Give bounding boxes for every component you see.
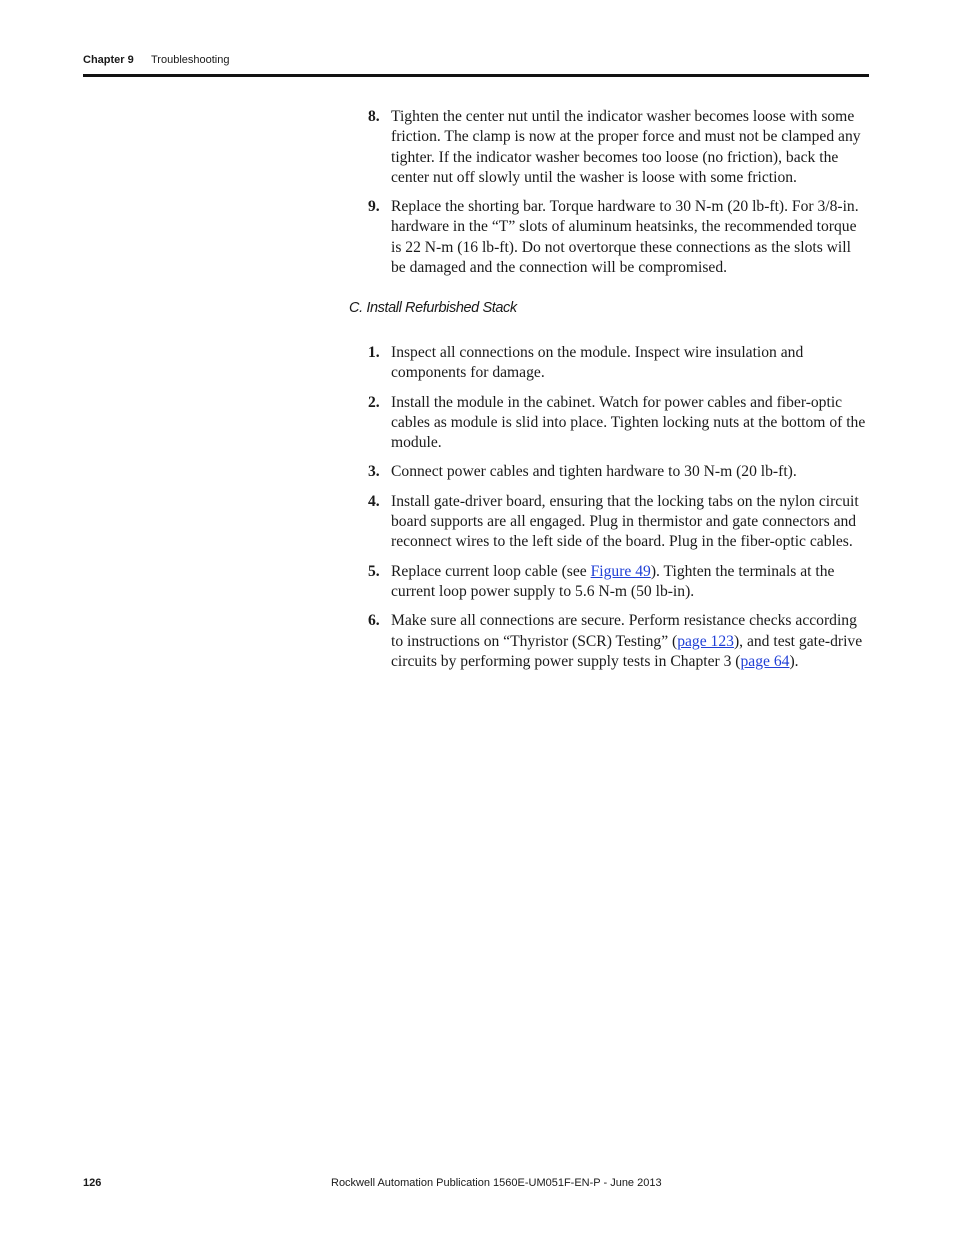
steps-list-install	[349, 343, 869, 681]
step-number: 9.	[368, 198, 380, 216]
running-header	[83, 53, 868, 73]
step-number: 2.	[368, 393, 380, 411]
list-item	[349, 492, 869, 553]
publication-footer: Rockwell Automation Publication 1560E-UM051F-EN-P - June 2013	[331, 1177, 662, 1189]
page-64-link[interactable]: page 64	[740, 652, 790, 670]
chapter-label: Chapter 9	[83, 54, 134, 66]
page-number: 126	[83, 1177, 102, 1189]
section-subheading: C. Install Refurbished Stack	[349, 300, 517, 316]
step-text-before-link: Replace current loop cable (see	[391, 562, 591, 580]
step-text: Install the module in the cabinet. Watch for power cables and fiber-optic cables as module is slid into place. Tighten locking nuts at the bottom of the module.	[391, 393, 866, 452]
step-text: Inspect all connections on the module. Inspect wire insulation and components for damage.	[391, 344, 804, 382]
step-text: Connect power cables and tighten hardware to 30 N-m (20 lb-ft).	[391, 463, 797, 481]
step-number: 4.	[368, 492, 380, 510]
step-number: 3.	[368, 463, 380, 481]
steps-list-continued	[349, 107, 869, 287]
header-rule	[83, 74, 869, 77]
step-text-between-links: ), and test gate-drive circuits by performing power supply tests in Chapter 3 (	[391, 632, 863, 670]
list-item	[349, 197, 869, 278]
step-text-before-link: Make sure all connections are secure. Perform resistance checks according to instructions on “Thyristor (SCR) Testing” (	[391, 612, 857, 650]
list-item	[349, 611, 869, 672]
step-number: 1.	[368, 344, 380, 361]
list-item	[349, 107, 869, 188]
step-number: 8.	[368, 108, 380, 125]
list-item	[349, 343, 869, 384]
step-text: Replace the shorting bar. Torque hardware to 30 N-m (20 lb-ft). For 3/8-in. hardware in the “T” slots of aluminum heatsinks, the recommended torque is 22 N-m (16 lb-ft). Do not overtorque these connections as the slots will be damaged and the connection will be compromised.	[391, 198, 859, 277]
step-number: 6.	[368, 612, 380, 630]
step-text-after-link: ).	[789, 652, 799, 670]
step-text: Tighten the center nut until the indicator washer becomes loose with some friction. The clamp is now at the proper force and must not be clamped any tighter. If the indicator washer becomes too loose (no friction), back the center nut off slowly until the washer is loose with some friction.	[391, 108, 861, 186]
step-text-after-link: ). Tighten the terminals at the current loop power supply to 5.6 N-m (50 lb-in).	[391, 562, 835, 600]
step-text: Install gate-driver board, ensuring that the locking tabs on the nylon circuit board supports are all engaged. Plug in thermistor and gate connectors and reconnect wires to the left side of the board. Plug in the fiber-optic cables.	[391, 492, 859, 551]
list-item	[349, 462, 869, 482]
figure-49-link[interactable]: Figure 49	[590, 562, 651, 580]
list-item	[349, 562, 869, 603]
step-number: 5.	[368, 562, 380, 580]
list-item	[349, 393, 869, 454]
page-123-link[interactable]: page 123	[677, 632, 734, 650]
section-label: Troubleshooting	[151, 54, 230, 66]
